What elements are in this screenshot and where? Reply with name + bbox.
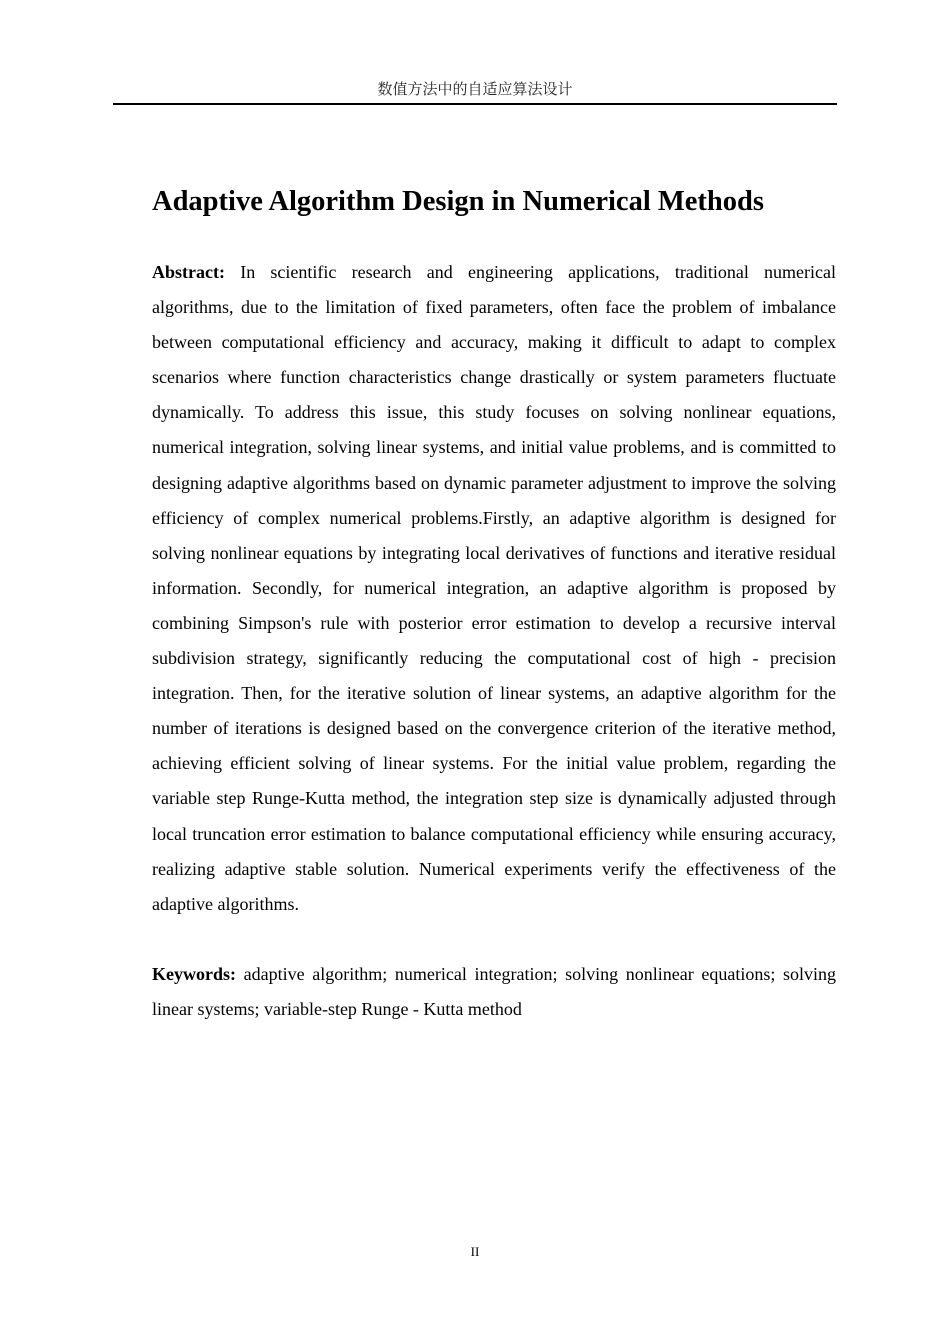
- abstract-label: Abstract:: [152, 262, 225, 282]
- keywords-label: Keywords:: [152, 964, 236, 984]
- keywords-paragraph: [152, 957, 836, 1027]
- abstract-paragraph: [152, 255, 836, 922]
- document-title: Adaptive Algorithm Design in Numerical Methods: [152, 186, 764, 217]
- page-number: II: [470, 1244, 480, 1259]
- abstract-text: In scientific research and engineering applications, traditional numerical algorithms, due to the limitation of fixed parameters, often face the problem of imbalance between computational efficiency and accuracy, making it difficult to adapt to complex scenarios where function characteristics change drastically or system parameters fluctuate dynamically. To address this issue, this study focuses on solving nonlinear equations, numerical integration, solving linear systems, and initial value problems, and is committed to designing adaptive algorithms based on dynamic parameter adjustment to improve the solving efficiency of complex numerical problems.Firstly, an adaptive algorithm is designed for solving nonlinear equations by integrating local derivatives of functions and iterative residual information. Secondly, for numerical integration, an adaptive algorithm is proposed by combining Simpson's rule with posterior error estimation to develop a recursive interval subdivision strategy, significantly reducing the computational cost of high - precision integration. Then, for the iterative solution of linear systems, an adaptive algorithm for the number of iterations is designed based on the convergence criterion of the iterative method, achieving efficient solving of linear systems. For the initial value problem, regarding the variable step Runge-Kutta method, the integration step size is dynamically adjusted through local truncation error estimation to balance computational efficiency while ensuring accuracy, realizing adaptive stable solution. Numerical experiments verify the effectiveness of the adaptive algorithms.: [152, 262, 836, 914]
- keywords-text: adaptive algorithm; numerical integration; solving nonlinear equations; solving linear systems; variable-step Runge - Kutta method: [152, 964, 836, 1019]
- header-rule: [113, 103, 837, 105]
- running-header: 数值方法中的自适应算法设计: [377, 80, 573, 98]
